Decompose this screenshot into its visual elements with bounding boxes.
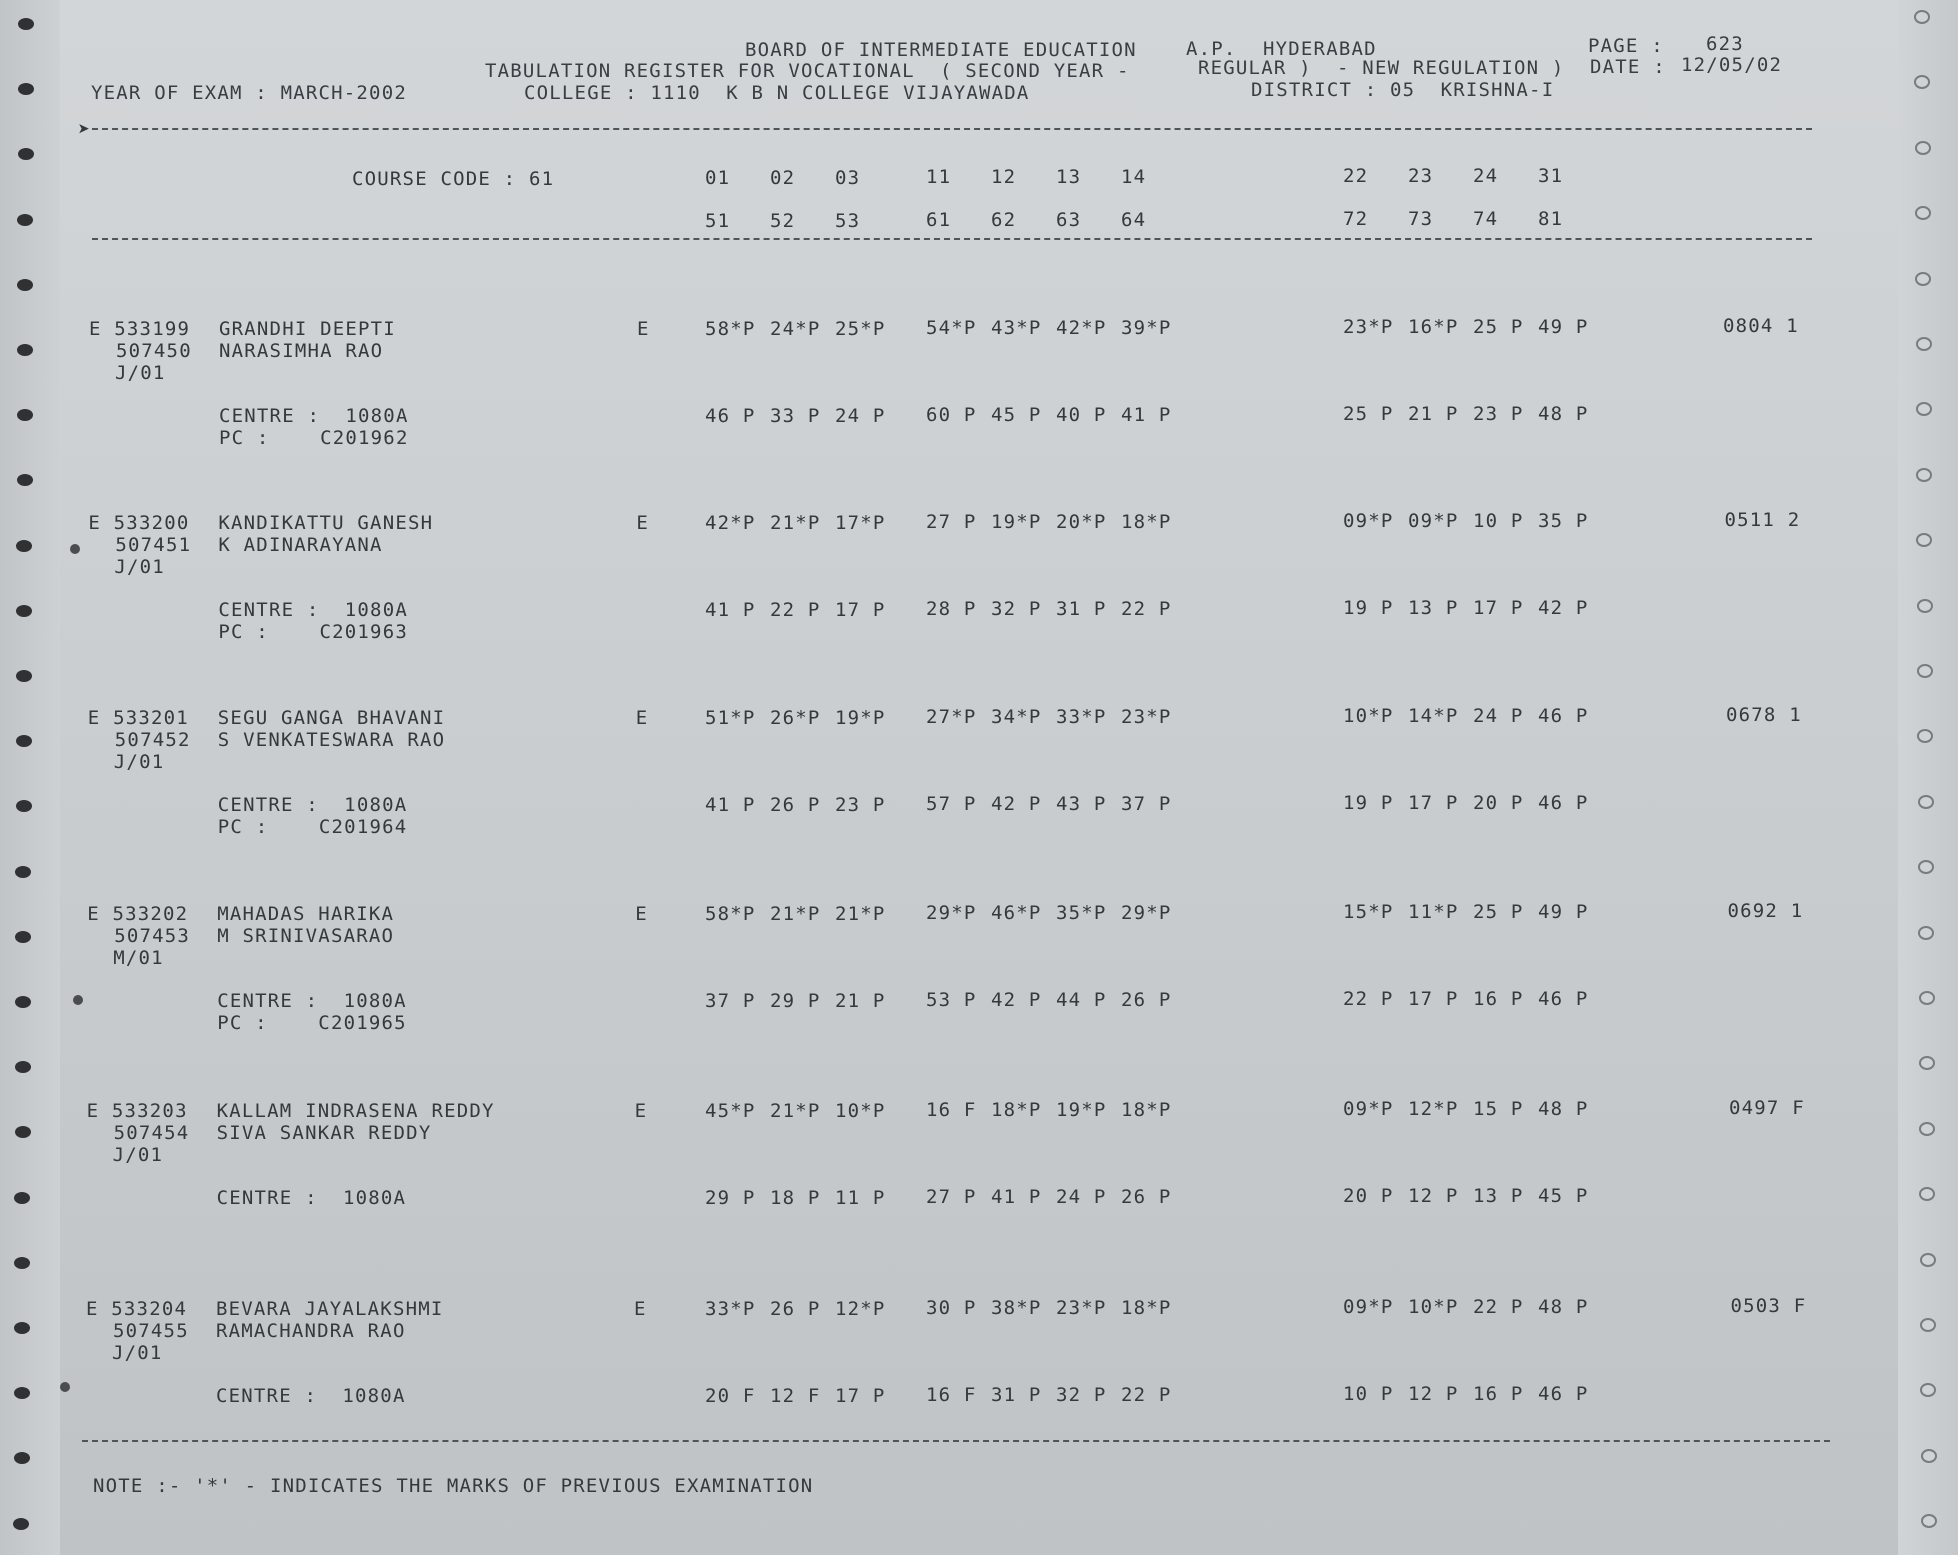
mark-cell: 12*P <box>835 1297 886 1320</box>
hall-ticket: E 533199 <box>89 318 191 340</box>
mark-cell: 25 P <box>1473 315 1524 338</box>
mark-cell: 27 P <box>926 511 977 534</box>
medium-code: E <box>635 903 648 925</box>
mark-cell: 19*P <box>1056 1098 1107 1121</box>
mark-cell: 09*P <box>1343 1098 1394 1121</box>
mark-cell: 10*P <box>1343 705 1394 728</box>
mark-cell: 26 P <box>1121 1185 1172 1208</box>
hall-ticket: E 533202 <box>87 903 189 925</box>
centre-code: CENTRE : 1080A <box>216 1385 406 1407</box>
group-code: J/01 <box>113 751 165 773</box>
course-code-cell: 72 <box>1343 208 1369 231</box>
tractor-hole <box>16 670 32 682</box>
group-code: J/01 <box>114 556 165 578</box>
mark-cell: 13 P <box>1473 1184 1524 1207</box>
date-value: 12/05/02 <box>1681 54 1783 76</box>
pc-code: PC : C201964 <box>217 816 408 838</box>
result-code: 0678 1 <box>1726 704 1802 726</box>
result-code: 0804 1 <box>1723 315 1799 337</box>
mark-cell: 46 P <box>1538 791 1589 814</box>
tractor-hole <box>1915 206 1931 220</box>
mark-cell: 29 P <box>705 1187 756 1209</box>
tractor-hole <box>16 605 32 617</box>
result-code: 0497 F <box>1729 1097 1805 1119</box>
mark-cell: 45*P <box>705 1100 756 1122</box>
mark-cell: 25 P <box>1343 403 1394 426</box>
tractor-hole <box>15 931 31 943</box>
student-name: KANDIKATTU GANESH <box>218 512 434 534</box>
footer-rule <box>82 1440 1830 1442</box>
page-label: PAGE : <box>1588 35 1664 57</box>
mark-cell: 60 P <box>926 404 977 427</box>
father-name: SIVA SANKAR REDDY <box>216 1122 432 1144</box>
tractor-hole <box>14 1322 30 1334</box>
mark-cell: 10*P <box>835 1099 886 1122</box>
course-code-cell: 24 <box>1473 164 1499 187</box>
mark-cell: 20 P <box>1473 791 1524 814</box>
tractor-hole <box>17 344 33 356</box>
course-code-cell: 61 <box>926 209 952 232</box>
mark-cell: 18*P <box>1121 510 1172 533</box>
mark-cell: 31 P <box>991 1384 1042 1406</box>
mark-cell: 26 P <box>1121 988 1172 1011</box>
father-name: RAMACHANDRA RAO <box>216 1320 406 1342</box>
tractor-hole <box>14 1257 30 1269</box>
mark-cell: 10 P <box>1343 1383 1394 1406</box>
mark-cell: 13 P <box>1408 597 1459 619</box>
mark-cell: 42*P <box>705 512 756 534</box>
mark-cell: 12 P <box>1408 1185 1459 1207</box>
mark-cell: 18*P <box>991 1099 1042 1121</box>
board-city: HYDERABAD <box>1263 38 1377 60</box>
student-name: GRANDHI DEEPTI <box>219 318 396 340</box>
mark-cell: 19 P <box>1343 597 1394 620</box>
tractor-hole <box>13 1518 29 1530</box>
mark-cell: 10*P <box>1408 1296 1459 1318</box>
mark-cell: 10 P <box>1473 509 1524 532</box>
result-code: 0511 2 <box>1724 509 1801 531</box>
tractor-hole <box>15 1061 31 1073</box>
tractor-hole <box>18 18 34 30</box>
centre-code: CENTRE : 1080A <box>217 794 408 816</box>
mark-cell: 12 P <box>1408 1383 1459 1405</box>
mark-cell: 29 P <box>770 989 821 1012</box>
mark-cell: 42*P <box>1056 316 1107 339</box>
tractor-hole <box>1915 141 1931 155</box>
course-code-cell: 51 <box>705 210 731 232</box>
mark-cell: 30 P <box>926 1297 977 1320</box>
mark-cell: 41 P <box>991 1186 1042 1208</box>
registration-number: 507452 <box>114 729 191 751</box>
student-name: KALLAM INDRASENA REDDY <box>216 1100 495 1122</box>
mark-cell: 31 P <box>1056 597 1107 620</box>
mark-cell: 46 P <box>1538 1382 1589 1405</box>
mark-cell: 24 P <box>1056 1185 1107 1208</box>
mark-cell: 19 P <box>1343 792 1394 815</box>
year-of-exam: YEAR OF EXAM : MARCH-2002 <box>91 82 407 104</box>
father-name: K ADINARAYANA <box>218 534 383 556</box>
mark-cell: 12*P <box>1408 1098 1459 1120</box>
mark-cell: 21*P <box>835 902 886 925</box>
medium-code: E <box>635 707 649 729</box>
pc-code: PC : C201962 <box>219 427 409 449</box>
mark-cell: 15*P <box>1343 901 1394 924</box>
mark-cell: 25 P <box>1473 900 1524 923</box>
mark-cell: 24*P <box>770 317 821 340</box>
mark-cell: 09*P <box>1343 510 1394 533</box>
course-code-cell: 73 <box>1408 208 1434 230</box>
header-rule-top <box>92 128 1812 130</box>
tractor-hole <box>1916 337 1932 351</box>
college-info: COLLEGE : 1110 K B N COLLEGE VIJAYAWADA <box>524 82 1030 104</box>
board-title: BOARD OF INTERMEDIATE EDUCATION <box>745 39 1137 61</box>
group-code: J/01 <box>112 1144 164 1166</box>
mark-cell: 20 F <box>705 1385 756 1407</box>
mark-cell: 15 P <box>1473 1097 1524 1120</box>
mark-cell: 16 P <box>1473 1382 1524 1405</box>
mark-cell: 16 F <box>926 1099 977 1122</box>
mark-cell: 24 P <box>835 404 886 427</box>
mark-cell: 42 P <box>1538 596 1589 619</box>
mark-cell: 20*P <box>1056 510 1107 533</box>
tractor-hole <box>1920 1318 1936 1332</box>
course-code-cell: 31 <box>1538 164 1564 187</box>
registration-number: 507454 <box>113 1122 190 1144</box>
mark-cell: 26 P <box>770 1297 821 1320</box>
mark-cell: 16 P <box>1473 987 1524 1010</box>
mark-cell: 48 P <box>1538 1295 1589 1318</box>
mark-cell: 22 P <box>770 598 821 621</box>
medium-code: E <box>634 1100 648 1122</box>
tractor-hole <box>1914 10 1930 24</box>
mark-cell: 32 P <box>1056 1383 1107 1406</box>
tractor-hole <box>1921 1449 1937 1463</box>
mark-cell: 33 P <box>770 404 821 427</box>
mark-cell: 23*P <box>1343 316 1394 339</box>
centre-code: CENTRE : 1080A <box>216 1187 407 1209</box>
tractor-hole <box>14 1387 30 1399</box>
mark-cell: 44 P <box>1056 988 1107 1011</box>
tractor-hole <box>15 996 31 1008</box>
mark-cell: 35*P <box>1056 901 1107 924</box>
left-tractor-strip <box>0 0 60 1555</box>
mark-cell: 49 P <box>1538 315 1589 338</box>
mark-cell: 43 P <box>1056 792 1107 815</box>
mark-cell: 19*P <box>991 511 1042 533</box>
father-name: S VENKATESWARA RAO <box>217 729 446 751</box>
tractor-hole <box>1917 664 1933 678</box>
mark-cell: 27 P <box>926 1186 977 1209</box>
mark-cell: 40 P <box>1056 403 1107 426</box>
mark-cell: 17 P <box>1473 596 1524 619</box>
mark-cell: 21 P <box>1408 403 1459 425</box>
student-name: BEVARA JAYALAKSHMI <box>216 1298 444 1320</box>
tractor-hole <box>1919 1122 1935 1136</box>
mark-cell: 16*P <box>1408 316 1459 338</box>
course-code-cell: 13 <box>1056 165 1082 188</box>
mark-cell: 46 P <box>1538 987 1589 1010</box>
group-code: J/01 <box>112 1342 163 1364</box>
mark-cell: 43*P <box>991 317 1042 339</box>
tractor-hole <box>1918 860 1934 874</box>
tractor-hole <box>16 540 32 552</box>
mark-cell: 53 P <box>926 989 977 1012</box>
date-label: DATE : <box>1590 56 1666 78</box>
footnote: NOTE :- '*' - INDICATES THE MARKS OF PREVIOUS EXAMINATION <box>93 1475 814 1497</box>
tractor-hole <box>14 1192 30 1204</box>
course-code-cell: 81 <box>1538 207 1564 230</box>
mark-cell: 17 P <box>1408 792 1459 814</box>
hall-ticket: E 533200 <box>88 512 190 534</box>
tractor-hole <box>16 735 32 747</box>
ink-blot <box>60 1382 70 1392</box>
mark-cell: 29*P <box>1121 901 1172 924</box>
mark-cell: 37 P <box>1121 792 1172 815</box>
group-code: J/01 <box>115 362 166 384</box>
course-code-cell: 74 <box>1473 207 1499 230</box>
pc-code: PC : C201963 <box>218 621 408 643</box>
header-rule-bottom <box>92 238 1812 240</box>
mark-cell: 54*P <box>926 317 977 340</box>
course-code-cell: 22 <box>1343 165 1369 188</box>
course-code-cell: 53 <box>835 209 861 232</box>
district-info: DISTRICT : 05 KRISHNA-I <box>1251 79 1555 101</box>
tractor-hole <box>1918 926 1934 940</box>
mark-cell: 37 P <box>705 990 756 1012</box>
hall-ticket: E 533203 <box>86 1100 188 1122</box>
centre-code: CENTRE : 1080A <box>217 990 407 1012</box>
mark-cell: 35 P <box>1538 509 1589 532</box>
tractor-hole <box>1916 468 1932 482</box>
mark-cell: 28 P <box>926 598 977 621</box>
tractor-hole <box>1915 272 1931 286</box>
mark-cell: 22 P <box>1343 988 1394 1011</box>
course-code-cell: 52 <box>770 209 796 232</box>
tractor-hole <box>1920 1253 1936 1267</box>
mark-cell: 48 P <box>1538 1097 1589 1120</box>
centre-code: CENTRE : 1080A <box>218 599 408 621</box>
mark-cell: 11 P <box>835 1186 886 1209</box>
mark-cell: 21*P <box>770 902 821 925</box>
mark-cell: 22 P <box>1121 1383 1172 1406</box>
mark-cell: 46 P <box>1538 704 1589 727</box>
mark-cell: 49 P <box>1538 900 1589 923</box>
mark-cell: 58*P <box>705 318 756 340</box>
mark-cell: 09*P <box>1408 510 1459 532</box>
mark-cell: 27*P <box>926 706 977 729</box>
mark-cell: 17*P <box>835 511 886 534</box>
centre-code: CENTRE : 1080A <box>219 405 409 427</box>
mark-cell: 24 P <box>1473 704 1524 727</box>
mark-cell: 45 P <box>991 404 1042 426</box>
mark-cell: 34*P <box>991 706 1042 728</box>
group-code: M/01 <box>113 947 164 969</box>
mark-cell: 42 P <box>991 793 1042 815</box>
tractor-hole <box>1919 991 1935 1005</box>
mark-cell: 33*P <box>705 1298 756 1320</box>
mark-cell: 21*P <box>770 511 821 534</box>
mark-cell: 39*P <box>1121 316 1172 339</box>
mark-cell: 23*P <box>1121 705 1172 728</box>
tractor-hole <box>1917 599 1933 613</box>
margin-arrow-mark: ➤ <box>78 117 92 141</box>
mark-cell: 58*P <box>705 903 756 925</box>
ink-blot <box>73 995 83 1005</box>
mark-cell: 18*P <box>1121 1098 1172 1121</box>
tractor-hole <box>1918 795 1934 809</box>
mark-cell: 16 F <box>926 1384 977 1407</box>
tractor-hole <box>17 214 33 226</box>
father-name: M SRINIVASARAO <box>217 925 395 947</box>
mark-cell: 29*P <box>926 902 977 925</box>
tractor-hole <box>17 279 33 291</box>
mark-cell: 46 P <box>705 405 756 427</box>
course-code-cell: 23 <box>1408 165 1434 187</box>
tabulation-title: TABULATION REGISTER FOR VOCATIONAL ( SECOND YEAR - <box>485 60 1130 82</box>
mark-cell: 11*P <box>1408 901 1459 923</box>
mark-cell: 17 P <box>835 598 886 621</box>
mark-cell: 18 P <box>770 1186 821 1209</box>
mark-cell: 48 P <box>1538 402 1589 425</box>
page-number: 623 <box>1706 33 1744 55</box>
mark-cell: 23 P <box>835 793 886 816</box>
course-code-cell: 14 <box>1121 165 1147 188</box>
mark-cell: 22 P <box>1121 597 1172 620</box>
mark-cell: 25*P <box>835 317 886 340</box>
medium-code: E <box>637 318 650 340</box>
registration-number: 507450 <box>116 340 192 362</box>
course-code-cell: 12 <box>991 166 1017 188</box>
mark-cell: 45 P <box>1538 1184 1589 1207</box>
mark-cell: 23*P <box>1056 1296 1107 1319</box>
hall-ticket: E 533204 <box>86 1298 188 1320</box>
mark-cell: 12 F <box>770 1384 821 1407</box>
father-name: NARASIMHA RAO <box>219 340 384 362</box>
mark-cell: 51*P <box>705 707 756 729</box>
mark-cell: 26*P <box>770 706 821 729</box>
regulation-label: REGULAR ) - NEW REGULATION ) <box>1198 57 1565 79</box>
course-code: COURSE CODE : 61 <box>352 168 555 190</box>
course-code-cell: 64 <box>1121 208 1147 231</box>
mark-cell: 42 P <box>991 989 1042 1011</box>
board-state: A.P. <box>1186 38 1237 60</box>
ink-blot <box>70 544 80 554</box>
course-code-cell: 11 <box>926 166 952 189</box>
mark-cell: 14*P <box>1408 705 1459 727</box>
tractor-hole <box>18 83 34 95</box>
mark-cell: 09*P <box>1343 1296 1394 1319</box>
student-name: MAHADAS HARIKA <box>217 903 395 925</box>
mark-cell: 21*P <box>770 1099 821 1122</box>
mark-cell: 33*P <box>1056 705 1107 728</box>
registration-number: 507451 <box>115 534 192 556</box>
tractor-hole <box>15 866 31 878</box>
mark-cell: 32 P <box>991 598 1042 620</box>
medium-code: E <box>634 1298 647 1320</box>
course-code-cell: 63 <box>1056 208 1082 231</box>
mark-cell: 41 P <box>705 794 756 816</box>
result-code: 0692 1 <box>1727 900 1804 922</box>
mark-cell: 17 P <box>1408 988 1459 1010</box>
tractor-hole <box>1921 1514 1937 1528</box>
mark-cell: 21 P <box>835 989 886 1012</box>
mark-cell: 19*P <box>835 706 886 729</box>
mark-cell: 17 P <box>835 1384 886 1407</box>
student-name: SEGU GANGA BHAVANI <box>217 707 446 729</box>
course-code-cell: 03 <box>835 166 861 189</box>
mark-cell: 18*P <box>1121 1296 1172 1319</box>
mark-cell: 23 P <box>1473 402 1524 425</box>
mark-cell: 41 P <box>1121 403 1172 426</box>
hall-ticket: E 533201 <box>87 707 189 729</box>
registration-number: 507455 <box>113 1320 189 1342</box>
mark-cell: 38*P <box>991 1297 1042 1319</box>
mark-cell: 57 P <box>926 793 977 816</box>
mark-cell: 22 P <box>1473 1295 1524 1318</box>
mark-cell: 46*P <box>991 902 1042 924</box>
tractor-hole <box>17 409 33 421</box>
pc-code: PC : C201965 <box>217 1012 407 1034</box>
mark-cell: 26 P <box>770 793 821 816</box>
mark-cell: 41 P <box>705 599 756 621</box>
mark-cell: 20 P <box>1343 1185 1394 1208</box>
medium-code: E <box>636 512 650 534</box>
course-code-cell: 62 <box>991 209 1017 231</box>
result-code: 0503 F <box>1730 1295 1807 1317</box>
registration-number: 507453 <box>114 925 191 947</box>
course-code-cell: 01 <box>705 167 731 189</box>
course-code-cell: 02 <box>770 166 796 189</box>
